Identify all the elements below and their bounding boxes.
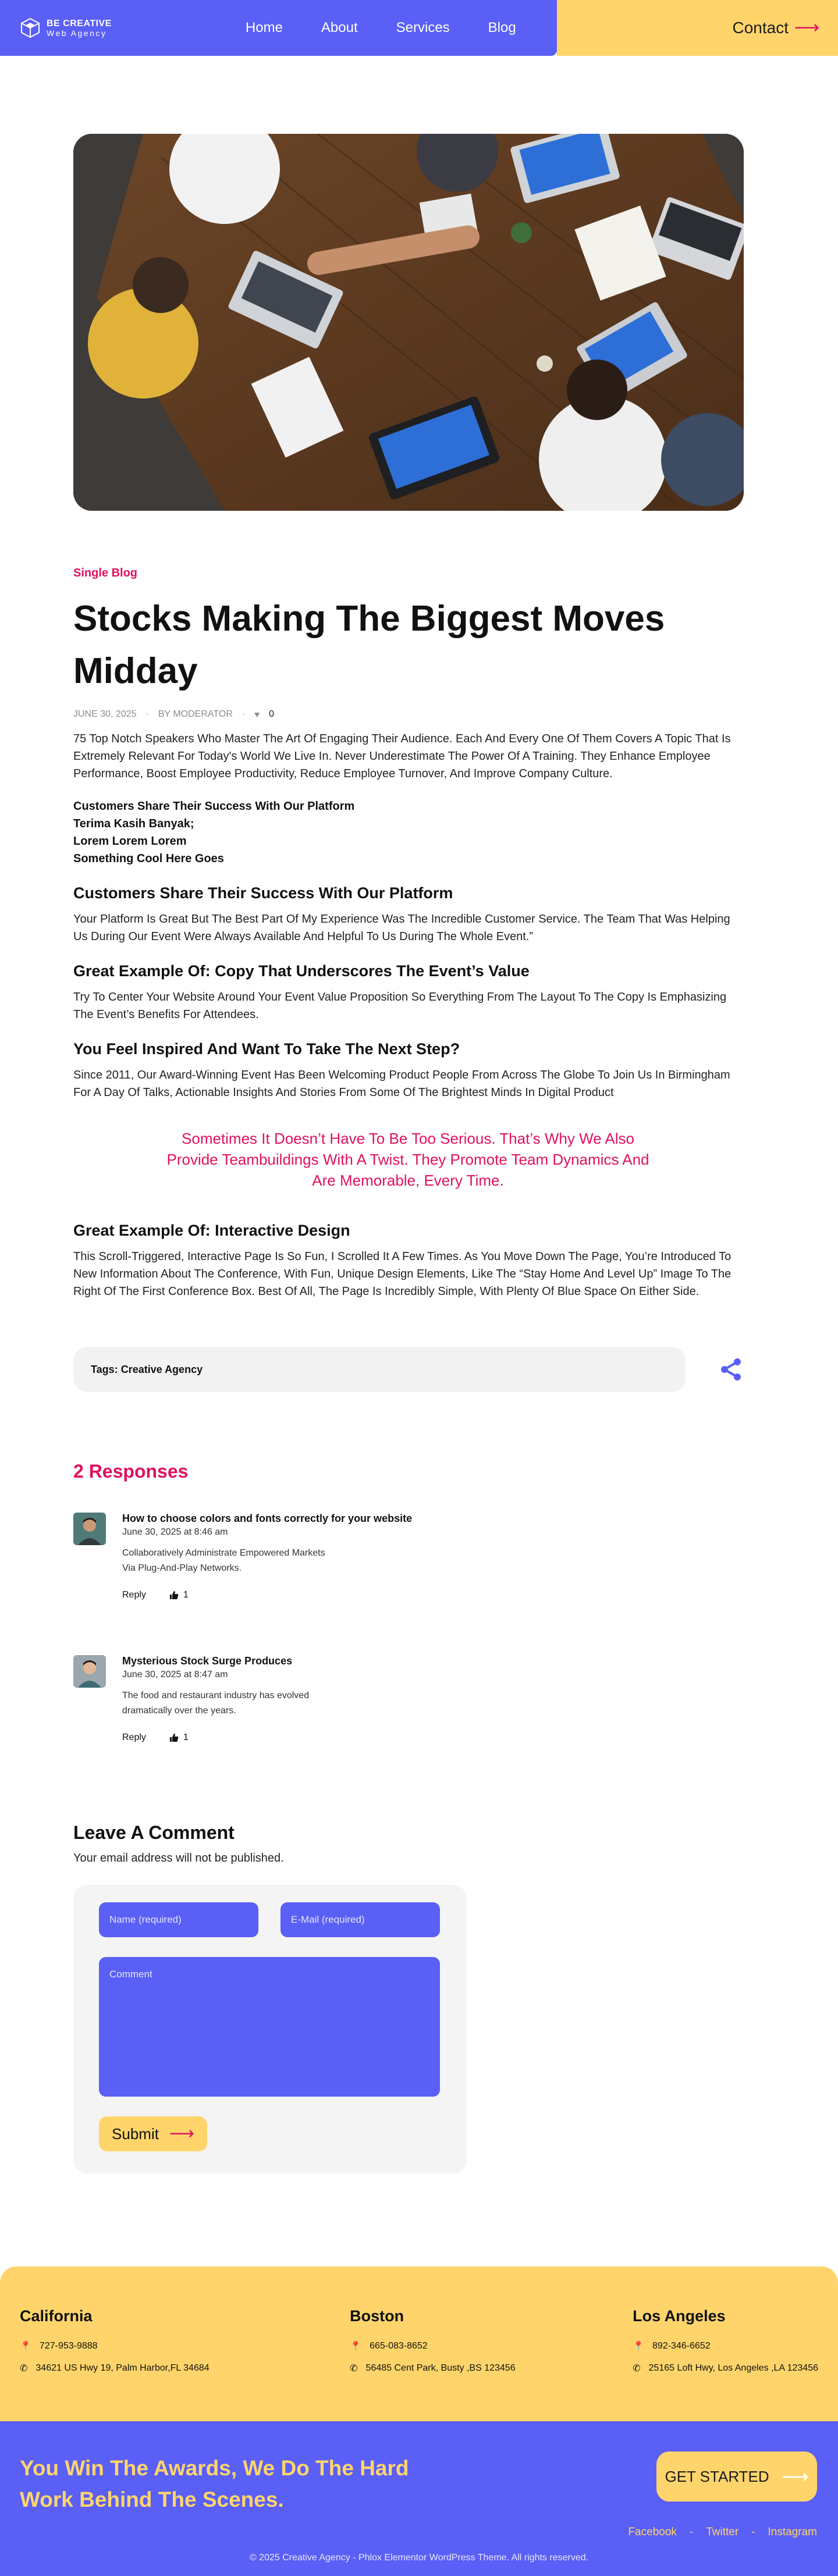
blog-post — [73, 134, 744, 2173]
arrow-right-icon: ⟶ — [782, 2466, 809, 2487]
like-count: 1 — [183, 1590, 189, 1600]
nav-about[interactable]: About — [321, 20, 358, 35]
post-title: Stocks Making The Biggest Moves Midday — [73, 599, 665, 691]
responses-title: 2 Responses — [73, 1461, 189, 1482]
section-heading: Great Example Of: Copy That Underscores The Event’s Value — [73, 962, 530, 980]
submit-button[interactable] — [99, 2116, 207, 2151]
highlight-lines — [73, 798, 744, 867]
email-field[interactable]: E-Mail (required) — [280, 1902, 440, 1937]
heart-icon[interactable]: ♥ — [254, 709, 260, 720]
like-count: 1 — [183, 1732, 189, 1742]
pull-quote: Sometimes It Doesn’t Have To Be Too Serious. That’s Why We Also Provide Teambuildings With A Twist. They Promote Team Dynamics And Are Memorable, Every Time. — [166, 1130, 649, 1189]
avatar — [73, 1655, 106, 1688]
name-field[interactable]: Name (required) — [99, 1902, 258, 1937]
section-heading: Customers Share Their Success With Our Platform — [73, 884, 453, 902]
office-address: 34621 US Hwy 19, Palm Harbor,FL 34684 — [35, 2363, 210, 2373]
meeting-photo-illustration — [73, 134, 744, 511]
arrow-right-icon: ⟶ — [169, 2124, 194, 2143]
tags-label: Tags: — [91, 1363, 118, 1375]
site-footer — [0, 2267, 838, 2576]
highlight-line: Something Cool Here Goes — [73, 852, 224, 865]
comment-item — [73, 1513, 744, 1600]
leave-comment-subtitle: Your email address will not be published. — [73, 1852, 284, 1865]
social-facebook[interactable]: Facebook — [628, 2526, 677, 2538]
highlight-line: Lorem Lorem Lorem — [73, 835, 187, 848]
meta-separator: · — [242, 709, 246, 719]
site-header — [0, 0, 838, 56]
nav-services[interactable]: Services — [396, 20, 450, 35]
office-california — [20, 2307, 210, 2421]
section-text: This Scroll-Triggered, Interactive Page Is So Fun, I Scrolled It A Few Times. As You Move Down The Page, You’re Introduced To New Information About The Conference, With Fun, Unique Design Elements, Like The “Stay Home And Level Up” Image To The Right Of The First Conference Box. Best Of All, The Page Is Incredibly Simple, With Plenty Of Blue Space On Either Side. — [73, 1250, 732, 1298]
office-phone[interactable]: 892-346-6652 — [652, 2341, 711, 2351]
get-started-label: GET STARTED — [665, 2467, 769, 2485]
social-separator: - — [689, 2526, 694, 2538]
user-avatar-icon — [73, 1513, 106, 1545]
site-logo[interactable] — [20, 17, 112, 38]
like-button[interactable] — [169, 1732, 189, 1743]
post-author[interactable]: BY MODERATOR — [158, 709, 233, 719]
main-nav — [246, 20, 516, 36]
location-pin-icon: 📍 — [633, 2342, 645, 2351]
phone-icon: ✆ — [20, 2364, 28, 2374]
post-meta — [73, 709, 744, 720]
location-pin-icon: 📍 — [350, 2342, 362, 2351]
submit-label: Submit — [112, 2125, 159, 2143]
thumbs-up-icon — [169, 1591, 179, 1600]
get-started-button[interactable] — [656, 2452, 817, 2502]
social-instagram[interactable]: Instagram — [768, 2526, 817, 2538]
tag-link[interactable]: Creative Agency — [120, 1363, 203, 1375]
cube-logo-icon — [20, 17, 41, 38]
section-heading: Great Example Of: Interactive Design — [73, 1222, 350, 1239]
comment-date[interactable]: June 30, 2025 at 8:46 am — [122, 1527, 228, 1537]
social-twitter[interactable]: Twitter — [706, 2526, 739, 2538]
comment-title: Mysterious Stock Surge Produces — [122, 1655, 293, 1667]
meta-separator: · — [145, 709, 149, 719]
comment-textarea[interactable]: Comment — [99, 1957, 440, 2097]
logo-subtitle: Web Agency — [47, 28, 107, 38]
footer-offices — [0, 2267, 838, 2421]
footer-slogan: You Win The Awards, We Do The Hard Work Behind The Scenes. — [20, 2456, 409, 2511]
contact-button[interactable] — [732, 19, 819, 37]
post-likes-count: 0 — [269, 709, 275, 719]
highlight-line: Terima Kasih Banyak; — [73, 817, 194, 830]
leave-comment-title: Leave A Comment — [73, 1822, 235, 1843]
office-city: Boston — [350, 2307, 404, 2325]
post-category[interactable]: Single Blog — [73, 567, 137, 579]
contact-label: Contact — [732, 19, 789, 37]
social-links — [628, 2526, 817, 2539]
header-contact-area — [557, 0, 838, 56]
section-text: Since 2011, Our Award-Winning Event Has Been Welcoming Product People From Across The Globe To Join Us In Birmingham For A Day Of Talks, Actionable Insights And Stories From Some Of The Brightest Minds In Digital Product — [73, 1069, 730, 1099]
highlight-line: Customers Share Their Success With Our Platform — [73, 800, 355, 813]
office-los-angeles — [633, 2307, 818, 2421]
thumbs-up-icon — [169, 1733, 179, 1742]
tags-row — [73, 1347, 744, 1392]
header-nav-bar — [0, 0, 557, 56]
nav-blog[interactable]: Blog — [488, 20, 516, 35]
office-phone[interactable]: 727-953-9888 — [39, 2341, 98, 2351]
section-text: Try To Center Your Website Around Your Event Value Proposition So Everything From The Layout To The Copy Is Emphasizing The Event’s Benefits For Attendees. — [73, 991, 727, 1021]
hero-image — [73, 134, 744, 511]
office-phone[interactable]: 665-083-8652 — [370, 2341, 428, 2351]
section-heading: You Feel Inspired And Want To Take The Next Step? — [73, 1040, 460, 1058]
office-address: 56485 Cent Park, Busty ,BS 123456 — [365, 2363, 516, 2373]
office-city: Los Angeles — [633, 2307, 726, 2325]
comment-item — [73, 1655, 744, 1743]
post-date[interactable]: JUNE 30, 2025 — [73, 709, 137, 719]
location-pin-icon: 📍 — [20, 2342, 31, 2351]
like-button[interactable] — [169, 1590, 189, 1600]
office-address: 25165 Loft Hwy, Los Angeles ,LA 123456 — [648, 2363, 818, 2373]
phone-icon: ✆ — [350, 2364, 358, 2374]
avatar — [73, 1513, 106, 1545]
comment-form — [73, 1885, 467, 2173]
section-text: Your Platform Is Great But The Best Part Of My Experience Was The Incredible Customer Service. The Team That Was Helping Us During Our Event Were Always Available And Helpful To Us During The Whole Event.” — [73, 913, 730, 943]
logo-title: BE CREATIVE — [47, 18, 112, 29]
comment-text: The food and restaurant industry has evolved dramatically over the years. — [122, 1691, 310, 1716]
copyright: © 2025 Creative Agency - Phlox Elementor WordPress Theme. All rights reserved. — [249, 2553, 589, 2563]
nav-home[interactable]: Home — [245, 20, 283, 35]
reply-button[interactable]: Reply — [122, 1732, 146, 1742]
post-intro: 75 Top Notch Speakers Who Master The Art Of Engaging Their Audience. Each And Every One Of Them Covers A Topic That Is Extremely Relevant For Today's World We Live In. Never Underestimate The Power Of A Training. They Enhance Employee Performance, Boost Employee Productivity, Reduce Employee Turnover, And Improve Company Culture. — [73, 732, 731, 780]
comment-title: How to choose colors and fonts correctly for your website — [122, 1513, 413, 1524]
office-boston — [350, 2307, 515, 2421]
phone-icon: ✆ — [633, 2364, 641, 2374]
arrow-right-icon: ⟶ — [794, 18, 819, 37]
footer-cta-band — [0, 2421, 838, 2576]
reply-button[interactable]: Reply — [122, 1590, 146, 1600]
office-city: California — [20, 2307, 93, 2325]
tags-box — [73, 1347, 686, 1392]
user-avatar-icon — [73, 1655, 106, 1688]
share-icon[interactable] — [718, 1357, 744, 1382]
comment-text: Collaboratively Administrate Empowered Markets Via Plug-And-Play Networks. — [122, 1548, 325, 1573]
comment-date[interactable]: June 30, 2025 at 8:47 am — [122, 1670, 228, 1680]
social-separator: - — [751, 2526, 755, 2538]
